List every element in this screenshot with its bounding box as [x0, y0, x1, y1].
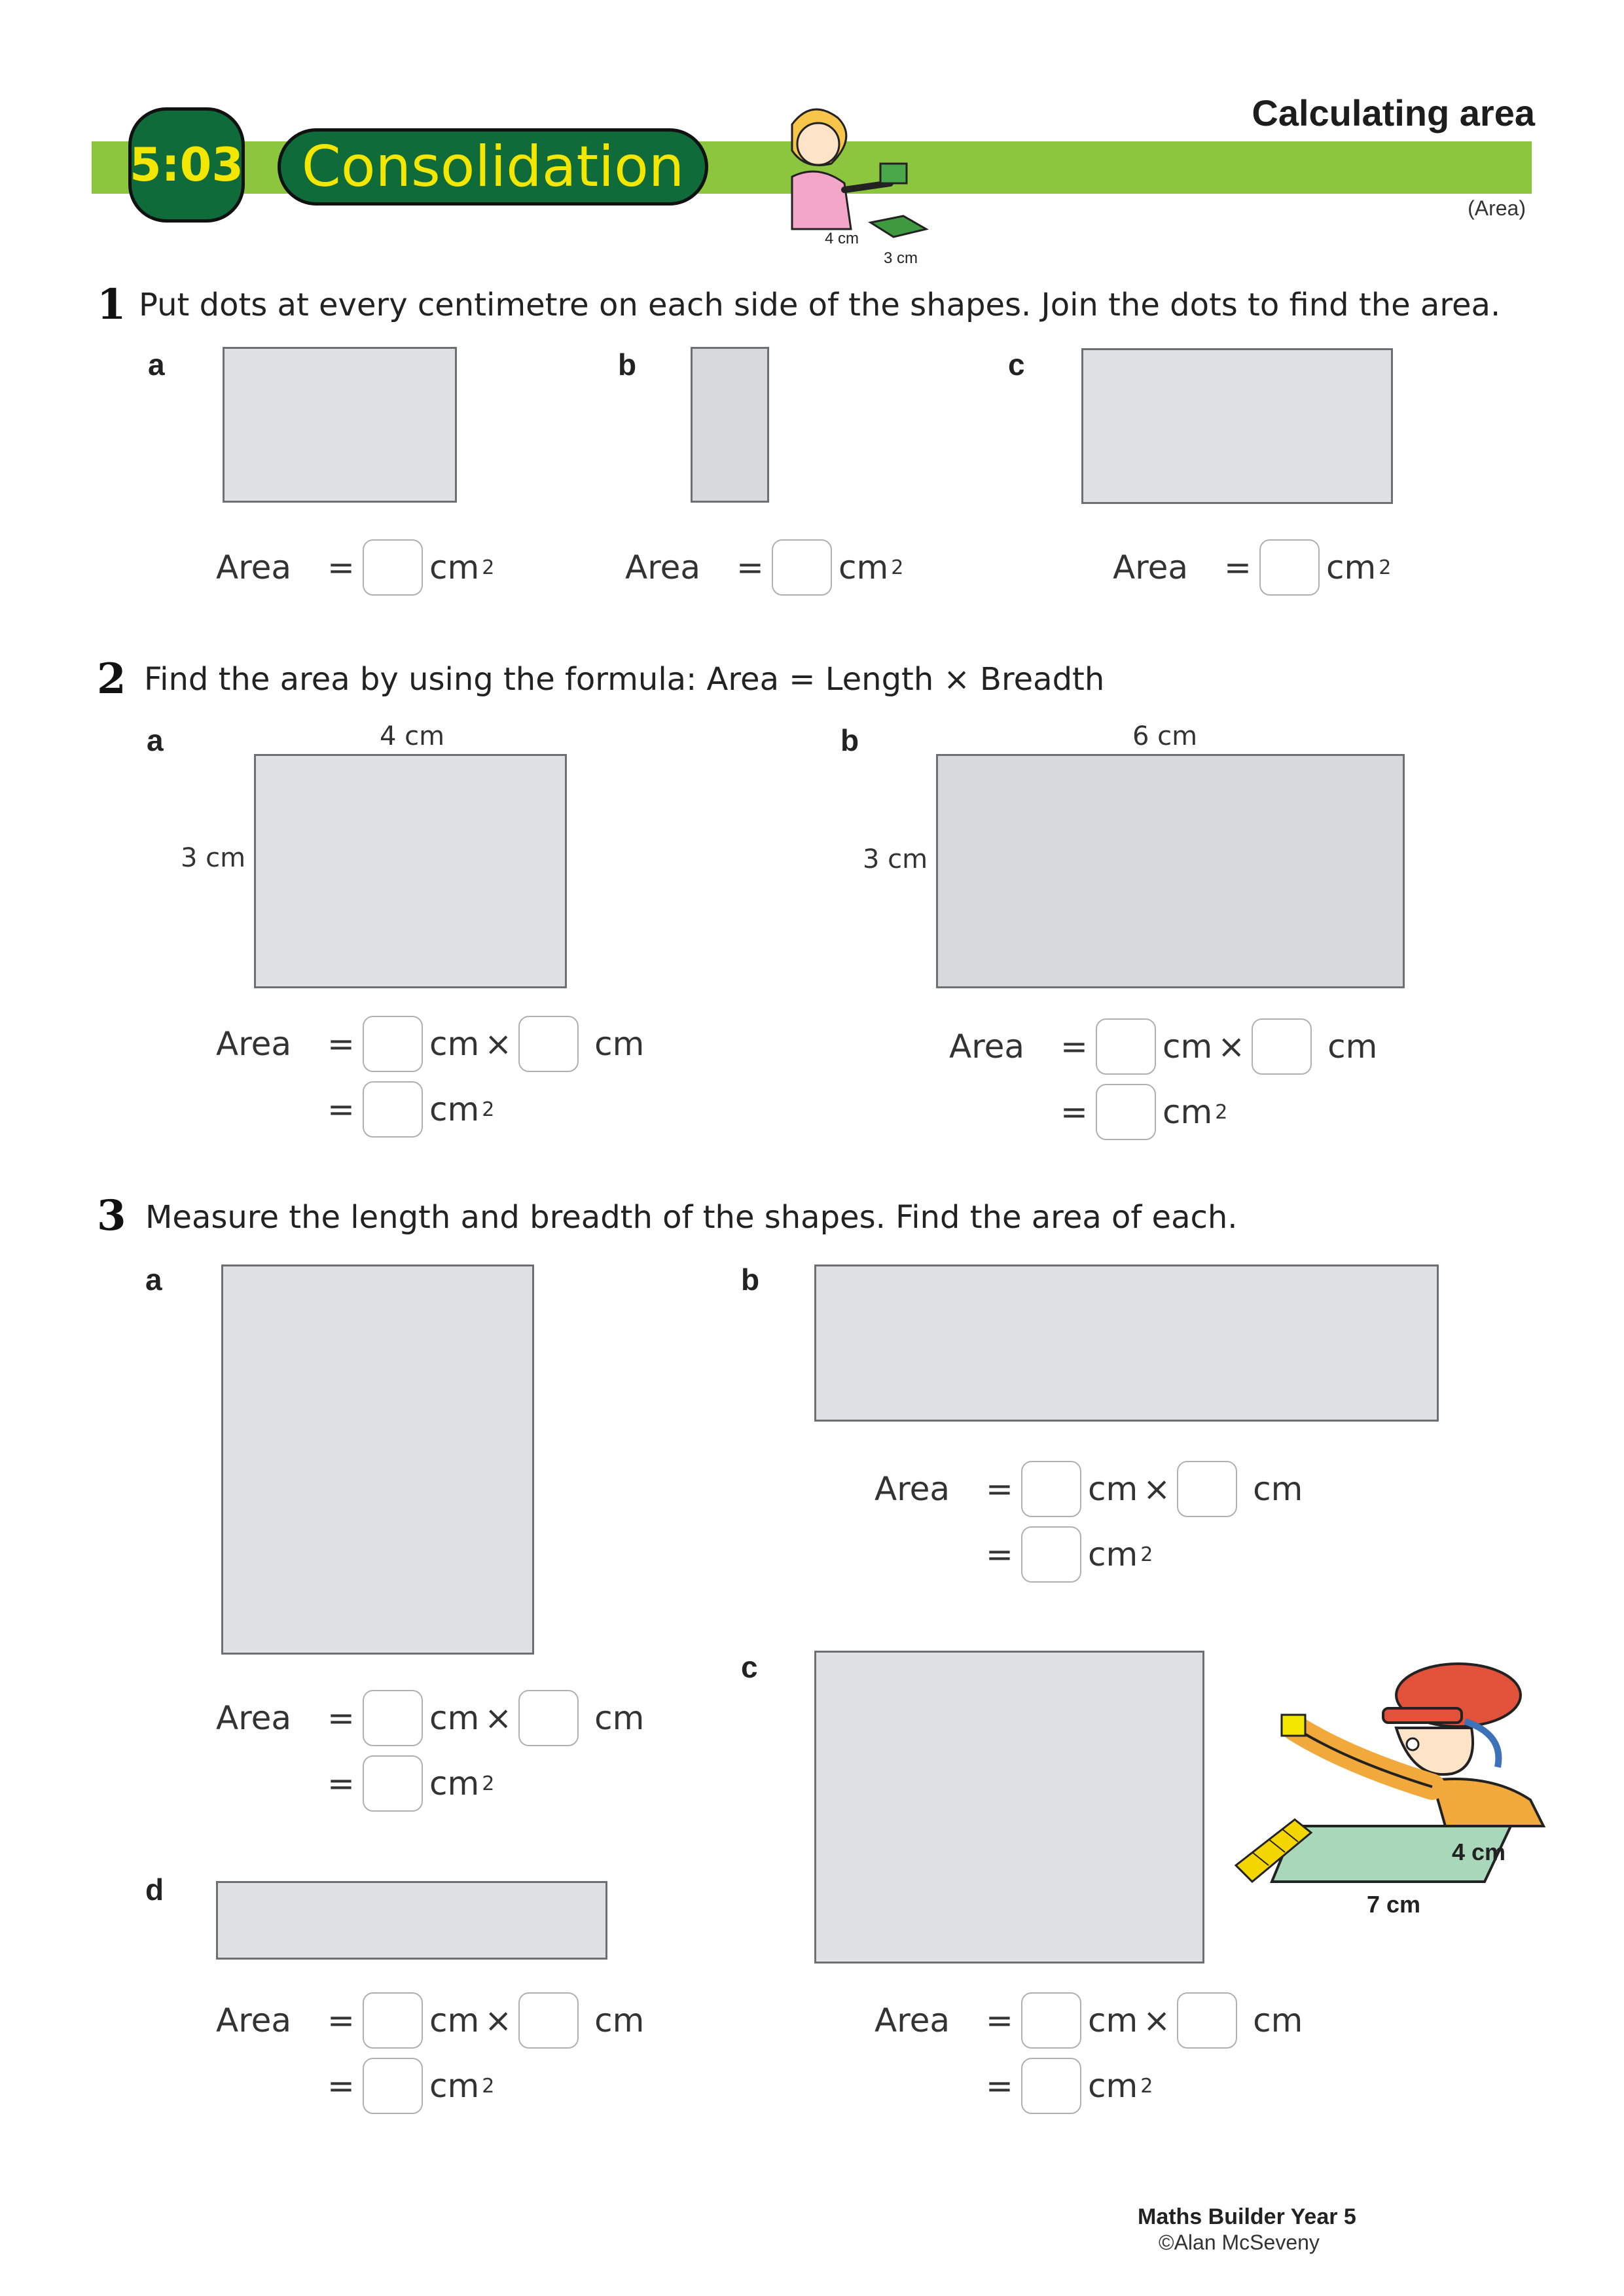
q3d-answer-row-1	[216, 1992, 647, 2049]
q1a-answer-row	[216, 539, 494, 596]
area-label: Area	[875, 2001, 950, 2039]
q2b-breadth-input[interactable]	[1252, 1018, 1312, 1075]
equals-sign: =	[1060, 1028, 1088, 1066]
q3-part-c: c	[741, 1650, 758, 1684]
q2a-answer-row-2	[327, 1081, 494, 1138]
q3-part-d: d	[145, 1873, 164, 1907]
q3c-rectangle	[814, 1651, 1204, 1964]
times-sign: ×	[484, 1699, 513, 1737]
q1-text: Put dots at every centimetre on each side of the shapes. Join the dots to find the area.	[139, 287, 1501, 323]
unit-label: cm	[1163, 1028, 1213, 1066]
q1a-area-input[interactable]	[363, 539, 423, 596]
q3a-answer-row-2	[327, 1755, 494, 1812]
q2a-answer-row-1	[216, 1016, 647, 1072]
unit-label: cm	[839, 548, 889, 586]
q3c-breadth-input[interactable]	[1177, 1992, 1237, 2049]
q3c-length-input[interactable]	[1021, 1992, 1081, 2049]
q3-number: 3	[97, 1191, 126, 1240]
q2-part-a: a	[147, 723, 164, 757]
q2a-length-input[interactable]	[363, 1016, 423, 1072]
q3a-rectangle	[221, 1265, 534, 1655]
q3c-area-input[interactable]	[1021, 2058, 1081, 2114]
equals-sign: =	[986, 2067, 1013, 2105]
squared-sup: 2	[482, 1098, 495, 1121]
q3b-length-input[interactable]	[1021, 1461, 1081, 1517]
q3a-answer-row-1	[216, 1690, 647, 1746]
equals-sign: =	[1224, 548, 1252, 586]
q3b-answer-row-2	[986, 1526, 1153, 1583]
footer-copyright: ©Alan McSeveny	[1159, 2231, 1320, 2254]
q1b-answer-row	[625, 539, 903, 596]
equals-sign: =	[327, 1765, 355, 1803]
times-sign: ×	[1143, 1470, 1171, 1508]
q3d-area-input[interactable]	[363, 2058, 423, 2114]
lesson-code-badge: 5:03	[128, 107, 245, 223]
q3d-length-input[interactable]	[363, 1992, 423, 2049]
area-label: Area	[949, 1028, 1025, 1066]
q1c-answer-row	[1113, 539, 1391, 596]
squared-sup: 2	[482, 556, 495, 579]
q3-part-b: b	[741, 1263, 760, 1297]
q3a-breadth-input[interactable]	[518, 1690, 579, 1746]
unit-label: cm	[1253, 2001, 1303, 2039]
q2b-answer-row-2	[1060, 1084, 1227, 1140]
q2b-answer-row-1	[949, 1018, 1380, 1075]
q3d-breadth-input[interactable]	[518, 1992, 579, 2049]
mascot-depth-label: 3 cm	[884, 249, 918, 267]
equals-sign: =	[327, 1090, 355, 1128]
q2a-length-label: 4 cm	[380, 721, 445, 751]
mascot-width-label: 4 cm	[825, 230, 859, 247]
times-sign: ×	[1218, 1028, 1246, 1066]
squared-sup: 2	[1379, 556, 1392, 579]
q1a-rectangle	[223, 347, 457, 503]
q3c-answer-row-1	[875, 1992, 1305, 2049]
equals-sign: =	[986, 1535, 1013, 1573]
q1-part-b: b	[618, 348, 637, 382]
times-sign: ×	[484, 2001, 513, 2039]
q1-part-c: c	[1008, 348, 1025, 382]
q3a-length-input[interactable]	[363, 1690, 423, 1746]
q3-part-a: a	[145, 1263, 162, 1297]
equals-sign: =	[327, 548, 355, 586]
squared-sup: 2	[891, 556, 904, 579]
q2b-rectangle	[936, 754, 1405, 988]
equals-sign: =	[1060, 1093, 1088, 1131]
unit-label: cm	[1088, 2067, 1138, 2105]
q2-number: 2	[97, 655, 126, 704]
q2-part-b: b	[840, 723, 859, 757]
unit-label: cm	[429, 548, 480, 586]
unit-label: cm	[1088, 1470, 1138, 1508]
q1-part-a: a	[148, 348, 165, 382]
unit-label: cm	[429, 1699, 480, 1737]
q1-number: 1	[97, 280, 126, 329]
unit-label: cm	[594, 1025, 645, 1063]
q3b-breadth-input[interactable]	[1177, 1461, 1237, 1517]
q1b-rectangle	[691, 347, 769, 503]
q2a-rectangle	[254, 754, 567, 988]
q2a-breadth-input[interactable]	[518, 1016, 579, 1072]
q1c-area-input[interactable]	[1259, 539, 1320, 596]
unit-label: cm	[1088, 2001, 1138, 2039]
area-label: Area	[875, 1470, 950, 1508]
area-label: Area	[1113, 548, 1189, 586]
subtopic-label: (Area)	[1468, 196, 1526, 220]
equals-sign: =	[986, 1470, 1013, 1508]
unit-label: cm	[594, 2001, 645, 2039]
unit-label: cm	[429, 1765, 480, 1803]
q2a-breadth-label: 3 cm	[181, 843, 246, 873]
area-label: Area	[216, 1699, 292, 1737]
area-label: Area	[625, 548, 701, 586]
unit-label: cm	[1253, 1470, 1303, 1508]
area-label: Area	[216, 548, 292, 586]
q3c-answer-row-2	[986, 2058, 1153, 2114]
equals-sign: =	[986, 2001, 1013, 2039]
squared-sup: 2	[482, 1772, 495, 1795]
q1c-rectangle	[1081, 348, 1393, 504]
unit-label: cm	[429, 2001, 480, 2039]
unit-label: cm	[1327, 1028, 1378, 1066]
q2b-length-input[interactable]	[1096, 1018, 1156, 1075]
lesson-title: Consolidation	[278, 128, 708, 206]
squared-sup: 2	[1215, 1100, 1228, 1124]
boy-depth-label: 4 cm	[1452, 1839, 1506, 1865]
squared-sup: 2	[1140, 1543, 1153, 1566]
unit-label: cm	[429, 1090, 480, 1128]
equals-sign: =	[327, 1025, 355, 1063]
equals-sign: =	[327, 2001, 355, 2039]
unit-label: cm	[429, 1025, 480, 1063]
boy-with-blocks-illustration	[1216, 1656, 1557, 1937]
unit-label: cm	[594, 1699, 645, 1737]
equals-sign: =	[327, 1699, 355, 1737]
equals-sign: =	[327, 2067, 355, 2105]
q3b-area-input[interactable]	[1021, 1526, 1081, 1583]
unit-label: cm	[1163, 1093, 1213, 1131]
q1b-area-input[interactable]	[772, 539, 832, 596]
q3b-answer-row-1	[875, 1461, 1305, 1517]
girl-with-blocks-illustration	[753, 98, 943, 275]
unit-label: cm	[429, 2067, 480, 2105]
q3d-answer-row-2	[327, 2058, 494, 2114]
area-label: Area	[216, 2001, 292, 2039]
q2b-area-input[interactable]	[1096, 1084, 1156, 1140]
footer-book-title: Maths Builder Year 5	[1138, 2204, 1356, 2229]
unit-label: cm	[1326, 548, 1377, 586]
area-label: Area	[216, 1025, 292, 1063]
squared-sup: 2	[482, 2074, 495, 2098]
equals-sign: =	[736, 548, 764, 586]
times-sign: ×	[484, 1025, 513, 1063]
q3b-rectangle	[814, 1265, 1439, 1422]
q3d-rectangle	[216, 1881, 607, 1960]
q2a-area-input[interactable]	[363, 1081, 423, 1138]
q3a-area-input[interactable]	[363, 1755, 423, 1812]
topic-heading: Calculating area	[1252, 92, 1535, 134]
q2b-length-label: 6 cm	[1132, 721, 1198, 751]
q2-text: Find the area by using the formula: Area = Length × Breadth	[144, 661, 1105, 698]
unit-label: cm	[1088, 1535, 1138, 1573]
times-sign: ×	[1143, 2001, 1171, 2039]
q3-text: Measure the length and breadth of the shapes. Find the area of each.	[145, 1199, 1238, 1236]
squared-sup: 2	[1140, 2074, 1153, 2098]
boy-width-label: 7 cm	[1367, 1891, 1421, 1918]
q2b-breadth-label: 3 cm	[863, 844, 928, 874]
